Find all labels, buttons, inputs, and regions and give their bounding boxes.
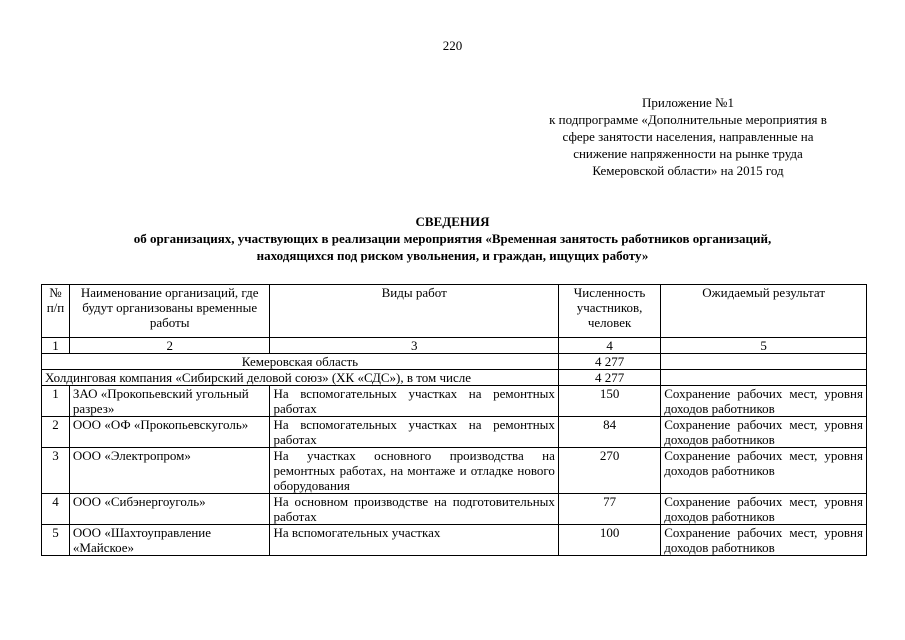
row-work: На основном производстве на подготовительных работах [270, 494, 558, 525]
appendix-line: сфере занятости населения, направленные на [562, 129, 814, 144]
column-number: 3 [270, 338, 558, 354]
empty-cell [661, 354, 867, 370]
table-row [42, 386, 867, 417]
appendix-line: к подпрограмме «Дополнительные мероприятия в [549, 112, 827, 127]
column-number: 2 [69, 338, 270, 354]
row-num: 3 [42, 448, 70, 494]
document-subtitle [0, 230, 905, 264]
header-expected-result: Ожидаемый результат [661, 285, 867, 338]
row-organization: ООО «Шахтоуправление «Майское» [69, 525, 270, 556]
row-result: Сохранение рабочих мест, уровня доходов работников [661, 494, 867, 525]
table-row [42, 417, 867, 448]
row-count: 84 [558, 417, 660, 448]
region-row [42, 354, 867, 370]
column-number: 4 [558, 338, 660, 354]
document-title: СВЕДЕНИЯ [415, 214, 490, 229]
organizations-table [41, 284, 867, 556]
column-number-row [42, 338, 867, 354]
appendix-line: Кемеровской области» на 2015 год [592, 163, 784, 178]
subtitle-line: об организациях, участвующих в реализации мероприятия «Временная занятость работников организаций, [133, 231, 772, 246]
row-organization: ООО «Сибэнергоуголь» [69, 494, 270, 525]
subtitle-line: находящихся под риском увольнения, и граждан, ищущих работу» [256, 248, 649, 263]
holding-count: 4 277 [558, 370, 660, 386]
row-num: 1 [42, 386, 70, 417]
table-row [42, 448, 867, 494]
table-header-row [42, 285, 867, 338]
row-result: Сохранение рабочих мест, уровня доходов работников [661, 386, 867, 417]
row-num: 2 [42, 417, 70, 448]
row-count: 270 [558, 448, 660, 494]
row-count: 77 [558, 494, 660, 525]
row-organization: ООО «ОФ «Прокопьевскуголь» [69, 417, 270, 448]
row-count: 150 [558, 386, 660, 417]
header-work-types: Виды работ [270, 285, 558, 338]
column-number: 1 [42, 338, 70, 354]
row-organization: ООО «Электропром» [69, 448, 270, 494]
appendix-line: снижение напряженности на рынке труда [573, 146, 803, 161]
holding-row [42, 370, 867, 386]
header-organization: Наименование организаций, где будут организованы временные работы [69, 285, 270, 338]
row-work: На участках основного производства на ремонтных работах, на монтаже и отладке нового оборудования [270, 448, 558, 494]
table-row [42, 525, 867, 556]
holding-name: Холдинговая компания «Сибирский деловой союз» (ХК «СДС»), в том числе [42, 370, 559, 386]
row-result: Сохранение рабочих мест, уровня доходов работников [661, 417, 867, 448]
header-num: № п/п [42, 285, 70, 338]
row-result: Сохранение рабочих мест, уровня доходов работников [661, 448, 867, 494]
row-num: 5 [42, 525, 70, 556]
appendix-note [500, 94, 876, 179]
row-work: На вспомогательных участках [270, 525, 558, 556]
region-name: Кемеровская область [42, 354, 559, 370]
row-result: Сохранение рабочих мест, уровня доходов работников [661, 525, 867, 556]
table-row [42, 494, 867, 525]
row-work: На вспомогательных участках на ремонтных работах [270, 417, 558, 448]
column-number: 5 [661, 338, 867, 354]
header-participant-count: Численность участников, человек [558, 285, 660, 338]
row-work: На вспомогательных участках на ремонтных работах [270, 386, 558, 417]
appendix-line: Приложение №1 [642, 95, 734, 110]
empty-cell [661, 370, 867, 386]
row-num: 4 [42, 494, 70, 525]
region-count: 4 277 [558, 354, 660, 370]
row-count: 100 [558, 525, 660, 556]
page-number: 220 [442, 38, 463, 53]
row-organization: ЗАО «Прокопьевский угольный разрез» [69, 386, 270, 417]
